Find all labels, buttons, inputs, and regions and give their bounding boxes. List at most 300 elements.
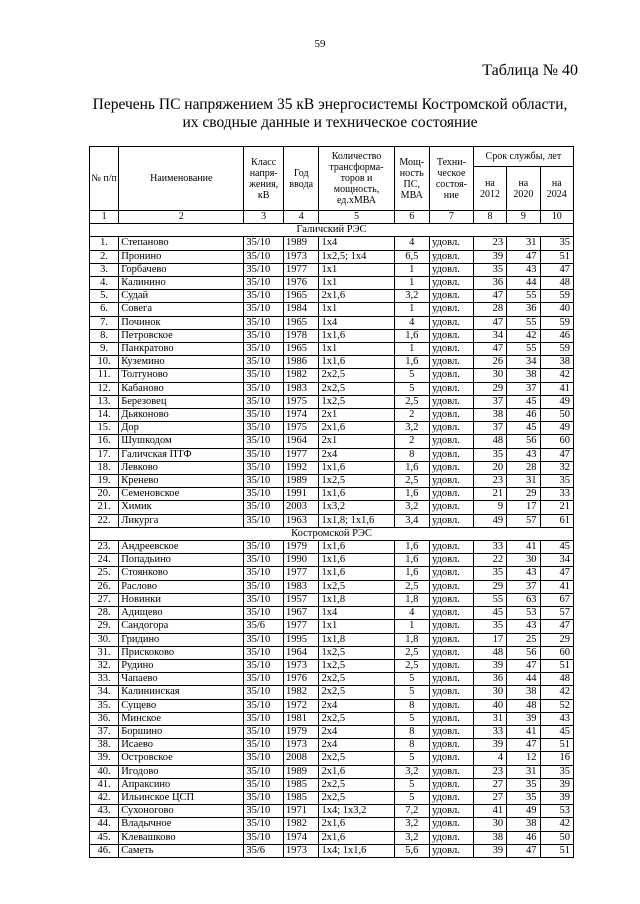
service-2012: 30: [473, 818, 506, 831]
substation-power: 8: [394, 448, 429, 461]
table-row: [90, 356, 574, 369]
year-commissioned: 1979: [283, 541, 318, 554]
row-number: 3.: [90, 263, 119, 276]
substation-name: Раслово: [119, 580, 244, 593]
service-2012: 41: [473, 805, 506, 818]
voltage-class: 35/10: [244, 422, 284, 435]
transformer-config: 1х1,6: [319, 567, 394, 580]
row-number: 1.: [90, 237, 119, 250]
service-2024: 59: [540, 316, 573, 329]
transformer-config: 1х4: [319, 237, 394, 250]
service-2012: 36: [473, 277, 506, 290]
service-2020: 47: [507, 659, 540, 672]
transformer-config: 2х2,5: [319, 778, 394, 791]
substation-power: 1: [394, 263, 429, 276]
technical-state: удовл.: [429, 395, 473, 408]
service-2012: 37: [473, 422, 506, 435]
service-2020: 36: [507, 303, 540, 316]
service-2020: 43: [507, 620, 540, 633]
year-commissioned: 1995: [283, 633, 318, 646]
voltage-class: 35/10: [244, 514, 284, 527]
year-commissioned: 1982: [283, 369, 318, 382]
service-2024: 35: [540, 765, 573, 778]
voltage-class: 35/10: [244, 791, 284, 804]
row-number: 24.: [90, 554, 119, 567]
technical-state: удовл.: [429, 712, 473, 725]
voltage-class: 35/10: [244, 329, 284, 342]
row-number: 44.: [90, 818, 119, 831]
transformer-config: 2х4: [319, 725, 394, 738]
service-2020: 37: [507, 382, 540, 395]
year-commissioned: 1977: [283, 448, 318, 461]
substation-power: 4: [394, 607, 429, 620]
service-2024: 43: [540, 712, 573, 725]
substation-power: 5: [394, 382, 429, 395]
service-2024: 57: [540, 607, 573, 620]
voltage-class: 35/10: [244, 725, 284, 738]
substation-name: Гридино: [119, 633, 244, 646]
year-commissioned: 1967: [283, 607, 318, 620]
header-num: № п/п: [90, 147, 119, 211]
row-number: 18.: [90, 461, 119, 474]
year-commissioned: 1977: [283, 263, 318, 276]
transformer-config: 1х2,5: [319, 475, 394, 488]
voltage-class: 35/10: [244, 501, 284, 514]
service-2024: 42: [540, 686, 573, 699]
service-2020: 43: [507, 567, 540, 580]
voltage-class: 35/10: [244, 686, 284, 699]
table-row: [90, 554, 574, 567]
year-commissioned: 1965: [283, 316, 318, 329]
voltage-class: 35/10: [244, 739, 284, 752]
substation-name: Кренево: [119, 475, 244, 488]
service-2012: 9: [473, 501, 506, 514]
header-state: Техни-ческое состоя-ние: [429, 147, 473, 211]
table-body: [90, 211, 574, 858]
substation-name: Толтуново: [119, 369, 244, 382]
row-number: 22.: [90, 514, 119, 527]
substation-name: Галичская ПТФ: [119, 448, 244, 461]
year-commissioned: 1978: [283, 329, 318, 342]
table-row: [90, 448, 574, 461]
substation-name: Андреевское: [119, 541, 244, 554]
service-2020: 38: [507, 686, 540, 699]
service-2020: 38: [507, 369, 540, 382]
service-2012: 47: [473, 316, 506, 329]
row-number: 8.: [90, 329, 119, 342]
service-2020: 55: [507, 343, 540, 356]
row-number: 30.: [90, 633, 119, 646]
index-cell: 9: [507, 211, 540, 224]
substation-power: 1: [394, 303, 429, 316]
transformer-config: 2х1,6: [319, 422, 394, 435]
service-2012: 30: [473, 369, 506, 382]
service-2020: 35: [507, 778, 540, 791]
year-commissioned: 1974: [283, 831, 318, 844]
voltage-class: 35/10: [244, 316, 284, 329]
substation-name: Починок: [119, 316, 244, 329]
service-2012: 39: [473, 844, 506, 857]
year-commissioned: 1973: [283, 844, 318, 857]
year-commissioned: 1982: [283, 686, 318, 699]
substation-name: Боршино: [119, 725, 244, 738]
service-2024: 47: [540, 263, 573, 276]
table-row: [90, 369, 574, 382]
service-2024: 39: [540, 791, 573, 804]
transformer-config: 2х2,5: [319, 686, 394, 699]
year-commissioned: 1965: [283, 290, 318, 303]
row-number: 45.: [90, 831, 119, 844]
technical-state: удовл.: [429, 567, 473, 580]
table-row: [90, 316, 574, 329]
service-2020: 30: [507, 554, 540, 567]
substation-name: Семеновское: [119, 488, 244, 501]
year-commissioned: 1964: [283, 646, 318, 659]
transformer-config: 1х1: [319, 263, 394, 276]
substation-name: Апраксино: [119, 778, 244, 791]
table-row: [90, 725, 574, 738]
service-2012: 27: [473, 791, 506, 804]
substation-name: Ликурга: [119, 514, 244, 527]
table-label: Таблица № 40: [482, 62, 578, 79]
row-number: 13.: [90, 395, 119, 408]
technical-state: удовл.: [429, 290, 473, 303]
service-2024: 33: [540, 488, 573, 501]
substation-power: 1,6: [394, 567, 429, 580]
table-row: [90, 422, 574, 435]
row-number: 2.: [90, 250, 119, 263]
transformer-config: 2х1,6: [319, 818, 394, 831]
index-cell: 6: [394, 211, 429, 224]
service-2020: 45: [507, 395, 540, 408]
row-number: 26.: [90, 580, 119, 593]
year-commissioned: 1984: [283, 303, 318, 316]
table-row: [90, 593, 574, 606]
row-number: 17.: [90, 448, 119, 461]
table-row: [90, 461, 574, 474]
voltage-class: 35/10: [244, 712, 284, 725]
row-number: 6.: [90, 303, 119, 316]
substation-power: 1,8: [394, 593, 429, 606]
technical-state: удовл.: [429, 422, 473, 435]
row-number: 20.: [90, 488, 119, 501]
substation-power: 1: [394, 620, 429, 633]
service-2024: 34: [540, 554, 573, 567]
substation-power: 1,6: [394, 554, 429, 567]
voltage-class: 35/10: [244, 699, 284, 712]
service-2020: 47: [507, 739, 540, 752]
substation-name: Исаево: [119, 739, 244, 752]
substation-name: Степаново: [119, 237, 244, 250]
voltage-class: 35/6: [244, 844, 284, 857]
index-cell: 3: [244, 211, 284, 224]
index-cell: 2: [119, 211, 244, 224]
service-2012: 47: [473, 343, 506, 356]
service-2024: 35: [540, 475, 573, 488]
substation-power: 4: [394, 237, 429, 250]
service-2012: 29: [473, 580, 506, 593]
technical-state: удовл.: [429, 805, 473, 818]
service-2020: 55: [507, 316, 540, 329]
transformer-config: 2х1,6: [319, 290, 394, 303]
voltage-class: 35/6: [244, 620, 284, 633]
voltage-class: 35/10: [244, 818, 284, 831]
technical-state: удовл.: [429, 752, 473, 765]
service-2024: 51: [540, 739, 573, 752]
service-2020: 12: [507, 752, 540, 765]
index-cell: 5: [319, 211, 394, 224]
substation-power: 2,5: [394, 659, 429, 672]
service-2012: 31: [473, 712, 506, 725]
substation-name: Совега: [119, 303, 244, 316]
service-2012: 34: [473, 329, 506, 342]
year-commissioned: 2008: [283, 752, 318, 765]
section-name: Костромской РЭС: [90, 527, 574, 540]
header-year-2012: на 2012: [473, 167, 506, 211]
technical-state: удовл.: [429, 580, 473, 593]
substations-table: [89, 146, 574, 858]
service-2024: 50: [540, 831, 573, 844]
service-2024: 45: [540, 541, 573, 554]
substation-name: Чапаево: [119, 673, 244, 686]
technical-state: удовл.: [429, 725, 473, 738]
service-2012: 35: [473, 263, 506, 276]
service-2012: 30: [473, 686, 506, 699]
substation-power: 1,6: [394, 541, 429, 554]
technical-state: удовл.: [429, 329, 473, 342]
service-2020: 44: [507, 277, 540, 290]
year-commissioned: 1977: [283, 620, 318, 633]
transformer-config: 1х4; 1х3,2: [319, 805, 394, 818]
technical-state: удовл.: [429, 356, 473, 369]
table-row: [90, 277, 574, 290]
service-2020: 43: [507, 448, 540, 461]
service-2012: 17: [473, 633, 506, 646]
year-commissioned: 1981: [283, 712, 318, 725]
service-2024: 60: [540, 646, 573, 659]
year-commissioned: 2003: [283, 501, 318, 514]
service-2024: 42: [540, 369, 573, 382]
voltage-class: 35/10: [244, 659, 284, 672]
column-index-row: [90, 211, 574, 224]
row-number: 29.: [90, 620, 119, 633]
service-2020: 41: [507, 725, 540, 738]
substation-power: 5: [394, 791, 429, 804]
technical-state: удовл.: [429, 620, 473, 633]
service-2012: 49: [473, 514, 506, 527]
transformer-config: 1х1,8; 1х1,6: [319, 514, 394, 527]
technical-state: удовл.: [429, 263, 473, 276]
voltage-class: 35/10: [244, 567, 284, 580]
service-2020: 17: [507, 501, 540, 514]
substation-name: Минское: [119, 712, 244, 725]
voltage-class: 35/10: [244, 673, 284, 686]
technical-state: удовл.: [429, 501, 473, 514]
transformer-config: 1х1: [319, 303, 394, 316]
technical-state: удовл.: [429, 435, 473, 448]
row-number: 28.: [90, 607, 119, 620]
header-transformers: Количество трансформа-торов и мощность, ед.хМВА: [319, 147, 394, 211]
substation-power: 1,6: [394, 329, 429, 342]
table-row: [90, 739, 574, 752]
service-2024: 48: [540, 277, 573, 290]
index-cell: 8: [473, 211, 506, 224]
substation-name: Куземино: [119, 356, 244, 369]
voltage-class: 35/10: [244, 805, 284, 818]
table-row: [90, 514, 574, 527]
service-2024: 35: [540, 237, 573, 250]
row-number: 35.: [90, 699, 119, 712]
substation-name: Саметь: [119, 844, 244, 857]
substation-power: 2: [394, 409, 429, 422]
substation-power: 2,5: [394, 395, 429, 408]
technical-state: удовл.: [429, 237, 473, 250]
substation-power: 5: [394, 712, 429, 725]
service-2020: 46: [507, 409, 540, 422]
row-number: 42.: [90, 791, 119, 804]
voltage-class: 35/10: [244, 409, 284, 422]
year-commissioned: 1973: [283, 250, 318, 263]
table-row: [90, 791, 574, 804]
row-number: 32.: [90, 659, 119, 672]
year-commissioned: 1977: [283, 567, 318, 580]
transformer-config: 1х2,5: [319, 580, 394, 593]
index-cell: 1: [90, 211, 119, 224]
service-2020: 39: [507, 712, 540, 725]
table-row: [90, 382, 574, 395]
service-2012: 33: [473, 725, 506, 738]
service-2012: 39: [473, 739, 506, 752]
substation-name: Прискоково: [119, 646, 244, 659]
substation-name: Ильинское ЦСП: [119, 791, 244, 804]
substation-power: 3,2: [394, 290, 429, 303]
year-commissioned: 1964: [283, 435, 318, 448]
transformer-config: 1х1: [319, 343, 394, 356]
table-row: [90, 831, 574, 844]
substation-name: Калининская: [119, 686, 244, 699]
technical-state: удовл.: [429, 646, 473, 659]
transformer-config: 2х2,5: [319, 791, 394, 804]
table-row: [90, 567, 574, 580]
substation-name: Дор: [119, 422, 244, 435]
service-2012: 28: [473, 303, 506, 316]
title-line-1: Перечень ПС напряжением 35 кВ энергосистемы Костромской области,: [92, 96, 568, 113]
technical-state: удовл.: [429, 699, 473, 712]
substation-power: 7,2: [394, 805, 429, 818]
table-row: [90, 395, 574, 408]
transformer-config: 2х2,5: [319, 369, 394, 382]
table-row: [90, 541, 574, 554]
substation-power: 5: [394, 369, 429, 382]
substation-name: Петровское: [119, 329, 244, 342]
substation-name: Сандогора: [119, 620, 244, 633]
technical-state: удовл.: [429, 791, 473, 804]
substation-power: 5: [394, 752, 429, 765]
technical-state: удовл.: [429, 277, 473, 290]
service-2024: 21: [540, 501, 573, 514]
transformer-config: 1х4: [319, 316, 394, 329]
voltage-class: 35/10: [244, 646, 284, 659]
technical-state: удовл.: [429, 659, 473, 672]
header-voltage: Класс напря-жения, кВ: [244, 147, 284, 211]
voltage-class: 35/10: [244, 831, 284, 844]
section-name: Галичский РЭС: [90, 224, 574, 237]
substation-power: 3,2: [394, 501, 429, 514]
substation-power: 8: [394, 739, 429, 752]
service-2024: 50: [540, 409, 573, 422]
service-2012: 22: [473, 554, 506, 567]
header-power: Мощ-ность ПС, МВА: [394, 147, 429, 211]
table-row: [90, 620, 574, 633]
table-row: [90, 686, 574, 699]
substation-power: 3,2: [394, 422, 429, 435]
substation-name: Судай: [119, 290, 244, 303]
voltage-class: 35/10: [244, 765, 284, 778]
service-2024: 48: [540, 673, 573, 686]
technical-state: удовл.: [429, 673, 473, 686]
technical-state: удовл.: [429, 475, 473, 488]
substation-name: Игодово: [119, 765, 244, 778]
transformer-config: 2х2,5: [319, 752, 394, 765]
service-2020: 31: [507, 765, 540, 778]
transformer-config: 1х1,6: [319, 541, 394, 554]
row-number: 25.: [90, 567, 119, 580]
service-2012: 39: [473, 659, 506, 672]
table-row: [90, 805, 574, 818]
year-commissioned: 1973: [283, 659, 318, 672]
substation-name: Адищево: [119, 607, 244, 620]
header-year-2024: на 2024: [540, 167, 573, 211]
transformer-config: 1х1,6: [319, 554, 394, 567]
transformer-config: 1х2,5: [319, 646, 394, 659]
substation-power: 1,6: [394, 488, 429, 501]
technical-state: удовл.: [429, 514, 473, 527]
year-commissioned: 1985: [283, 791, 318, 804]
substation-power: 3,2: [394, 818, 429, 831]
service-2024: 67: [540, 593, 573, 606]
service-2020: 53: [507, 607, 540, 620]
service-2024: 29: [540, 633, 573, 646]
row-number: 10.: [90, 356, 119, 369]
substation-power: 5,6: [394, 844, 429, 857]
table-row: [90, 343, 574, 356]
service-2024: 49: [540, 422, 573, 435]
service-2020: 56: [507, 435, 540, 448]
table-row: [90, 435, 574, 448]
service-2020: 44: [507, 673, 540, 686]
service-2020: 42: [507, 329, 540, 342]
service-2012: 33: [473, 541, 506, 554]
substation-name: Горбачево: [119, 263, 244, 276]
service-2024: 59: [540, 290, 573, 303]
service-2020: 38: [507, 818, 540, 831]
year-commissioned: 1971: [283, 805, 318, 818]
transformer-config: 2х1,6: [319, 765, 394, 778]
document-title: [60, 96, 600, 132]
transformer-config: 1х1,6: [319, 329, 394, 342]
service-2012: 47: [473, 290, 506, 303]
table-row: [90, 765, 574, 778]
year-commissioned: 1985: [283, 778, 318, 791]
row-number: 4.: [90, 277, 119, 290]
transformer-config: 2х2,5: [319, 382, 394, 395]
row-number: 12.: [90, 382, 119, 395]
service-2012: 36: [473, 673, 506, 686]
substation-name: Пронино: [119, 250, 244, 263]
year-commissioned: 1976: [283, 277, 318, 290]
year-commissioned: 1989: [283, 475, 318, 488]
transformer-config: 1х2,5; 1х4: [319, 250, 394, 263]
